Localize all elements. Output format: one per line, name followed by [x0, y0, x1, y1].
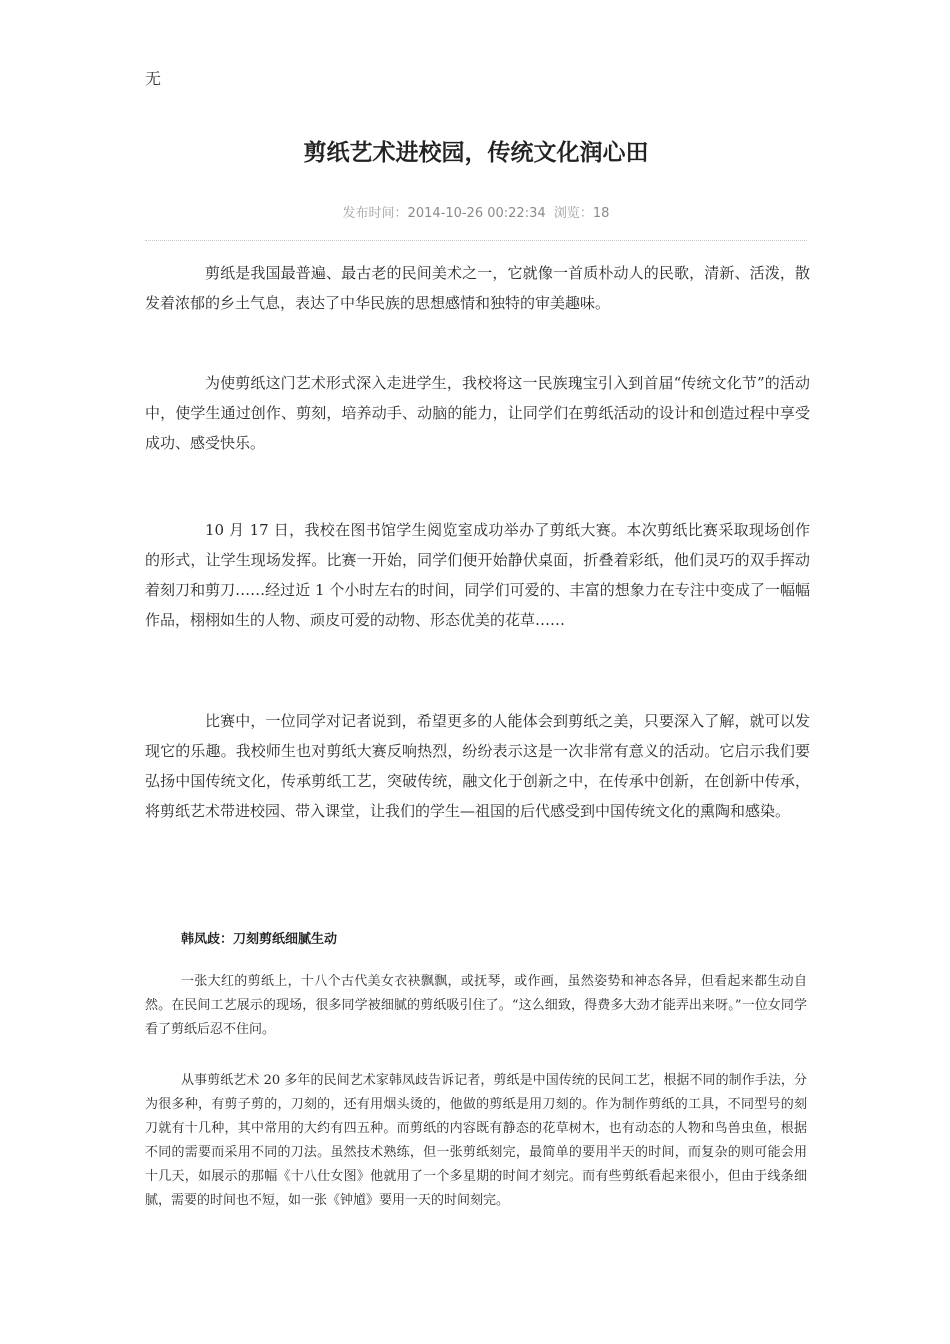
section-paragraph: 从事剪纸艺术 20 多年的民间艺术家韩凤歧告诉记者，剪纸是中国传统的民间工艺，根据不同的制作手法，分为很多种，有剪子剪的，刀刻的，还有用烟头烫的，他做的剪纸是用刀刻的。作为制作剪纸的工具，不同型号的刻刀就有十几种，其中常用的大约有四五种。而剪纸的内容既有静态的花草树木，也有动态的人物和鸟兽虫鱼，根据不同的需要而采用不同的刀法。虽然技术熟练，但一张剪纸刻完，最简单的要用半天的时间，而复杂的则可能会用十几天，如展示的那幅《十八仕女图》他就用了一个多星期的时间才刻完。而有些剪纸看起来很小，但由于线条细腻，需要的时间也不短，如一张《钟馗》要用一天的时间刻完。	[145, 1073, 807, 1208]
article-paragraph: 10 月 17 日，我校在图书馆学生阅览室成功举办了剪纸大赛。本次剪纸比赛采取现场创作的形式，让学生现场发挥。比赛一开始，同学们便开始静伏桌面，折叠着彩纸，他们灵巧的双手挥动着刻刀和剪刀……经过近 1 个小时左右的时间，同学们可爱的、丰富的想象力在专注中变成了一幅幅作品，栩栩如生的人物、顽皮可爱的动物、形态优美的花草……	[145, 521, 810, 629]
header-mark: 无	[145, 69, 162, 88]
article-title: 剪纸艺术进校园，传统文化润心田	[303, 140, 649, 166]
publish-time-label: 发布时间：	[342, 206, 408, 221]
views-label: 浏览：	[553, 206, 593, 221]
views-count: 18	[592, 206, 610, 221]
article-meta	[145, 202, 807, 221]
section-subheading: 韩凤歧：刀刻剪纸细腻生动	[181, 932, 338, 947]
section-paragraph: 一张大红的剪纸上，十八个古代美女衣袂飘飘，或抚琴，或作画，虽然姿势和神态各异，但看起来都生动自然。在民间工艺展示的现场，很多同学被细腻的剪纸吸引住了。“这么细致，得费多大劲才能弄出来呀。”一位女同学看了剪纸后忍不住问。	[145, 974, 807, 1037]
article-paragraph: 为使剪纸这门艺术形式深入走进学生，我校将这一民族瑰宝引入到首届“传统文化节”的活动中，使学生通过创作、剪刻，培养动手、动脑的能力，让同学们在剪纸活动的设计和创造过程中享受成功、感受快乐。	[145, 374, 810, 452]
publish-time: 2014-10-26 00:22:34	[407, 206, 546, 221]
article-paragraph: 比赛中，一位同学对记者说到，希望更多的人能体会到剪纸之美，只要深入了解，就可以发现它的乐趣。我校师生也对剪纸大赛反响热烈，纷纷表示这是一次非常有意义的活动。它启示我们要弘扬中国传统文化，传承剪纸工艺，突破传统，融文化于创新之中，在传承中创新，在创新中传承，将剪纸艺术带进校园、带入课堂，让我们的学生—祖国的后代感受到中国传统文化的熏陶和感染。	[145, 712, 810, 820]
article-paragraph: 剪纸是我国最普遍、最古老的民间美术之一，它就像一首质朴动人的民歌，清新、活泼，散发着浓郁的乡土气息，表达了中华民族的思想感情和独特的审美趣味。	[145, 264, 810, 312]
title-divider	[145, 240, 807, 241]
